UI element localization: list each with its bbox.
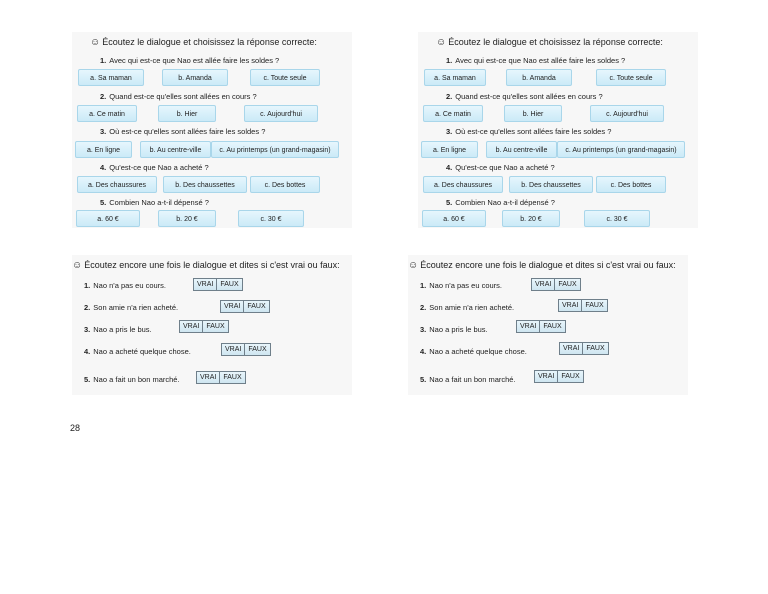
tf-title: ☺ Écoutez encore une fois le dialogue et dites si c'est vrai ou faux: bbox=[408, 260, 676, 271]
tf-statement-3: 3. Nao a pris le bus. bbox=[420, 325, 488, 334]
vrai-button[interactable]: VRAI bbox=[194, 279, 217, 290]
vrai-button[interactable]: VRAI bbox=[560, 343, 583, 354]
question-2: 2. Quand est-ce qu'elles sont allées en cours ? bbox=[446, 92, 603, 101]
vrai-button[interactable]: VRAI bbox=[535, 371, 558, 382]
option-5b[interactable]: b. 20 € bbox=[158, 210, 216, 227]
faux-button[interactable]: FAUX bbox=[223, 374, 242, 381]
option-5a[interactable]: a. 60 € bbox=[422, 210, 486, 227]
faux-button[interactable]: FAUX bbox=[586, 345, 605, 352]
faux-button[interactable]: FAUX bbox=[206, 323, 225, 330]
option-5c[interactable]: c. 30 € bbox=[584, 210, 650, 227]
tf-statement-5: 5. Nao a fait un bon marché. bbox=[84, 375, 180, 384]
tf-statement-5: 5. Nao a fait un bon marché. bbox=[420, 375, 516, 384]
vrai-faux-toggle-2 bbox=[220, 300, 270, 313]
tf-statement-1: 1. Nao n'a pas eu cours. bbox=[84, 281, 166, 290]
tf-title: ☺ Écoutez encore une fois le dialogue et dites si c'est vrai ou faux: bbox=[72, 260, 340, 271]
faux-button[interactable]: FAUX bbox=[543, 323, 562, 330]
option-2a[interactable]: a. Ce matin bbox=[77, 105, 137, 122]
option-2b[interactable]: b. Hier bbox=[504, 105, 562, 122]
option-3a[interactable]: a. En ligne bbox=[421, 141, 478, 158]
faux-button[interactable]: FAUX bbox=[558, 281, 577, 288]
page-number: 28 bbox=[70, 423, 81, 433]
option-3a[interactable]: a. En ligne bbox=[75, 141, 132, 158]
option-2a[interactable]: a. Ce matin bbox=[423, 105, 483, 122]
option-2c[interactable]: c. Aujourd'hui bbox=[244, 105, 318, 122]
vrai-button[interactable]: VRAI bbox=[221, 301, 244, 312]
faux-button[interactable]: FAUX bbox=[220, 281, 239, 288]
question-5: 5. Combien Nao a-t-il dépensé ? bbox=[100, 198, 209, 207]
option-3b[interactable]: b. Au centre-ville bbox=[486, 141, 557, 158]
tf-statement-2: 2. Son amie n'a rien acheté. bbox=[420, 303, 515, 312]
question-1: 1. Avec qui est-ce que Nao est allée faire les soldes ? bbox=[100, 56, 280, 65]
vrai-button[interactable]: VRAI bbox=[180, 321, 203, 332]
option-4a[interactable]: a. Des chaussures bbox=[77, 176, 157, 193]
option-1c[interactable]: c. Toute seule bbox=[596, 69, 666, 86]
option-2b[interactable]: b. Hier bbox=[158, 105, 216, 122]
option-3c[interactable]: c. Au printemps (un grand-magasin) bbox=[557, 141, 685, 158]
option-4b[interactable]: b. Des chaussettes bbox=[509, 176, 593, 193]
option-1c[interactable]: c. Toute seule bbox=[250, 69, 320, 86]
option-3b[interactable]: b. Au centre-ville bbox=[140, 141, 211, 158]
option-1a[interactable]: a. Sa maman bbox=[424, 69, 486, 86]
smiley-icon: ☺ bbox=[408, 260, 419, 271]
option-1b[interactable]: b. Amanda bbox=[506, 69, 572, 86]
vrai-faux-toggle-1 bbox=[193, 278, 243, 291]
option-5c[interactable]: c. 30 € bbox=[238, 210, 304, 227]
tf-statement-2: 2. Son amie n'a rien acheté. bbox=[84, 303, 179, 312]
question-2: 2. Quand est-ce qu'elles sont allées en cours ? bbox=[100, 92, 257, 101]
mc-title: ☺ Écoutez le dialogue et choisissez la réponse correcte: bbox=[436, 37, 663, 48]
faux-button[interactable]: FAUX bbox=[247, 303, 266, 310]
option-3c[interactable]: c. Au printemps (un grand-magasin) bbox=[211, 141, 339, 158]
question-3: 3. Où est-ce qu'elles sont allées faire les soldes ? bbox=[446, 127, 612, 136]
vrai-faux-toggle-3 bbox=[179, 320, 229, 333]
vrai-button[interactable]: VRAI bbox=[197, 372, 220, 383]
option-1a[interactable]: a. Sa maman bbox=[78, 69, 144, 86]
vrai-faux-toggle-4 bbox=[559, 342, 609, 355]
option-5a[interactable]: a. 60 € bbox=[76, 210, 140, 227]
option-1b[interactable]: b. Amanda bbox=[162, 69, 228, 86]
option-4a[interactable]: a. Des chaussures bbox=[423, 176, 503, 193]
vrai-button[interactable]: VRAI bbox=[517, 321, 540, 332]
faux-button[interactable]: FAUX bbox=[248, 346, 267, 353]
vrai-faux-toggle-3 bbox=[516, 320, 566, 333]
vrai-faux-toggle-2 bbox=[558, 299, 608, 312]
vrai-faux-toggle-5 bbox=[196, 371, 246, 384]
tf-statement-4: 4. Nao a acheté quelque chose. bbox=[84, 347, 191, 356]
option-2c[interactable]: c. Aujourd'hui bbox=[590, 105, 664, 122]
question-4: 4. Qu'est-ce que Nao a acheté ? bbox=[100, 163, 209, 172]
vrai-faux-toggle-5 bbox=[534, 370, 584, 383]
vrai-button[interactable]: VRAI bbox=[222, 344, 245, 355]
smiley-icon: ☺ bbox=[90, 37, 101, 48]
vrai-faux-toggle-4 bbox=[221, 343, 271, 356]
faux-button[interactable]: FAUX bbox=[561, 373, 580, 380]
faux-button[interactable]: FAUX bbox=[585, 302, 604, 309]
smiley-icon: ☺ bbox=[72, 260, 83, 271]
tf-statement-1: 1. Nao n'a pas eu cours. bbox=[420, 281, 502, 290]
tf-statement-4: 4. Nao a acheté quelque chose. bbox=[420, 347, 527, 356]
question-3: 3. Où est-ce qu'elles sont allées faire les soldes ? bbox=[100, 127, 266, 136]
mc-title: ☺ Écoutez le dialogue et choisissez la réponse correcte: bbox=[90, 37, 317, 48]
option-4c[interactable]: c. Des bottes bbox=[250, 176, 320, 193]
tf-statement-3: 3. Nao a pris le bus. bbox=[84, 325, 152, 334]
smiley-icon: ☺ bbox=[436, 37, 447, 48]
vrai-button[interactable]: VRAI bbox=[559, 300, 582, 311]
option-4b[interactable]: b. Des chaussettes bbox=[163, 176, 247, 193]
question-4: 4. Qu'est-ce que Nao a acheté ? bbox=[446, 163, 555, 172]
question-1: 1. Avec qui est-ce que Nao est allée faire les soldes ? bbox=[446, 56, 626, 65]
question-5: 5. Combien Nao a-t-il dépensé ? bbox=[446, 198, 555, 207]
vrai-faux-toggle-1 bbox=[531, 278, 581, 291]
option-5b[interactable]: b. 20 € bbox=[502, 210, 560, 227]
option-4c[interactable]: c. Des bottes bbox=[596, 176, 666, 193]
vrai-button[interactable]: VRAI bbox=[532, 279, 555, 290]
